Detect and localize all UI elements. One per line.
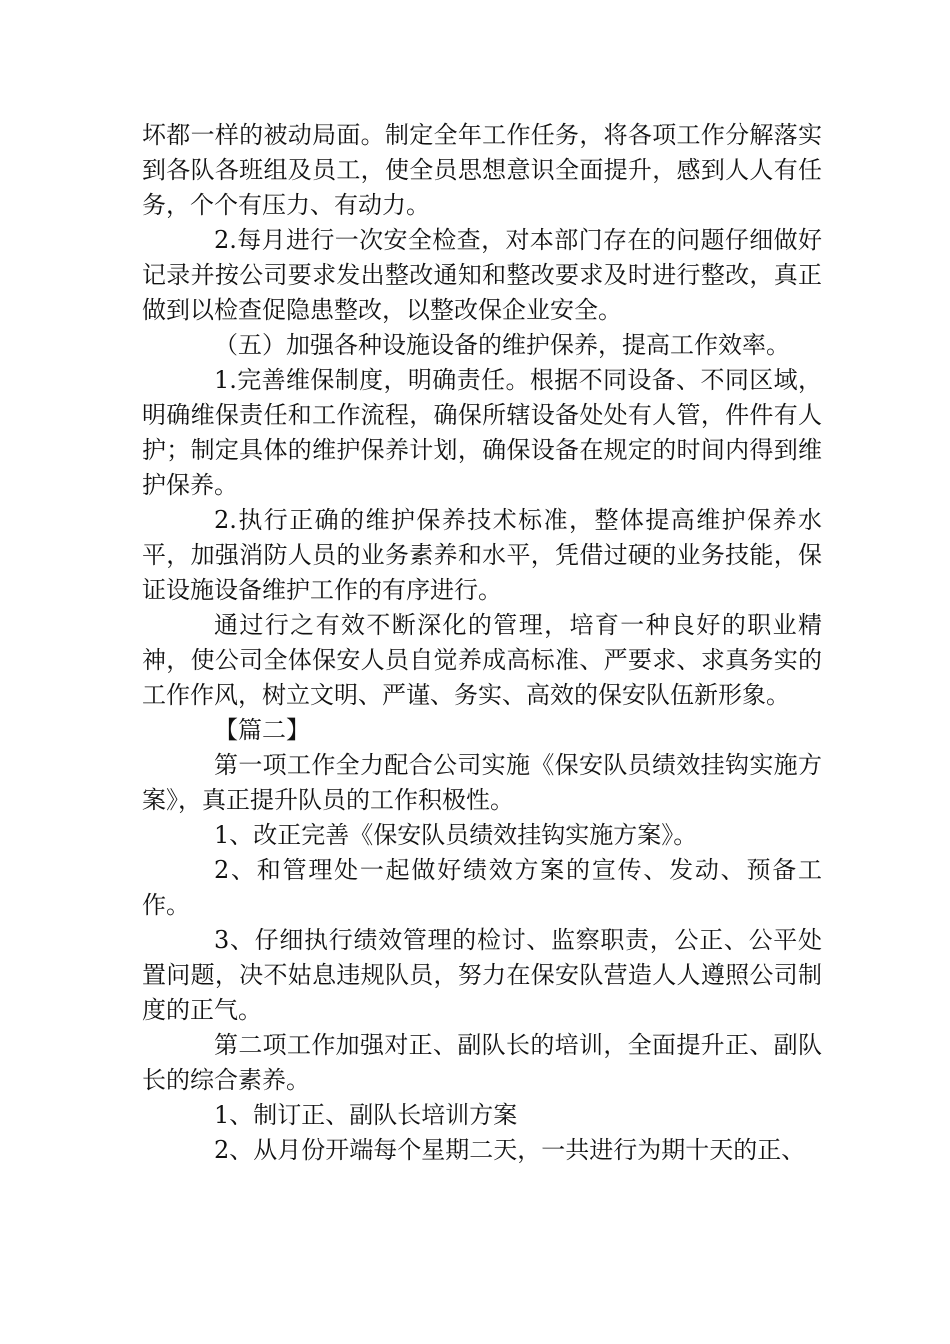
paragraph: 第一项工作全力配合公司实施《保安队员绩效挂钩实施方案》，真正提升队员的工作积极性。	[142, 751, 822, 814]
list-item: 3、仔细执行绩效管理的检讨、监察职责，公正、公平处置问题，决不姑息违规队员，努力在保安队营造人人遵照公司制度的正气。	[142, 926, 822, 1024]
paragraph: 通过行之有效不断深化的管理，培育一种良好的职业精神，使公司全体保安人员自觉养成高标准、严要求、求真务实的工作作风，树立文明、严谨、务实、高效的保安队伍新形象。	[142, 611, 822, 709]
paragraph: 坏都一样的被动局面。制定全年工作任务，将各项工作分解落实到各队各班组及员工，使全员思想意识全面提升，感到人人有任务，个个有压力、有动力。	[142, 121, 822, 219]
paragraph: 2.执行正确的维护保养技术标准，整体提高维护保养水平，加强消防人员的业务素养和水平，凭借过硬的业务技能，保证设施设备维护工作的有序进行。	[142, 506, 822, 604]
paragraph: 1.完善维保制度，明确责任。根据不同设备、不同区域，明确维保责任和工作流程，确保所辖设备处处有人管，件件有人护；制定具体的维护保养计划，确保设备在规定的时间内得到维护保养。	[142, 366, 822, 499]
list-item: 2、和管理处一起做好绩效方案的宣传、发动、预备工作。	[142, 856, 822, 919]
document-body	[142, 118, 822, 1168]
list-item: 1、制订正、副队长培训方案	[214, 1101, 518, 1129]
list-item: 1、改正完善《保安队员绩效挂钩实施方案》。	[214, 821, 698, 849]
paragraph: 第二项工作加强对正、副队长的培训，全面提升正、副队长的综合素养。	[142, 1031, 822, 1094]
paragraph: 2.每月进行一次安全检查，对本部门存在的问题仔细做好记录并按公司要求发出整改通知和整改要求及时进行整改，真正做到以检查促隐患整改，以整改保企业安全。	[142, 226, 822, 324]
list-item: 2、从月份开端每个星期二天，一共进行为期十天的正、	[214, 1136, 806, 1164]
chapter-heading: 【篇二】	[214, 716, 310, 744]
section-heading: （五）加强各种设施设备的维护保养，提高工作效率。	[214, 331, 790, 359]
